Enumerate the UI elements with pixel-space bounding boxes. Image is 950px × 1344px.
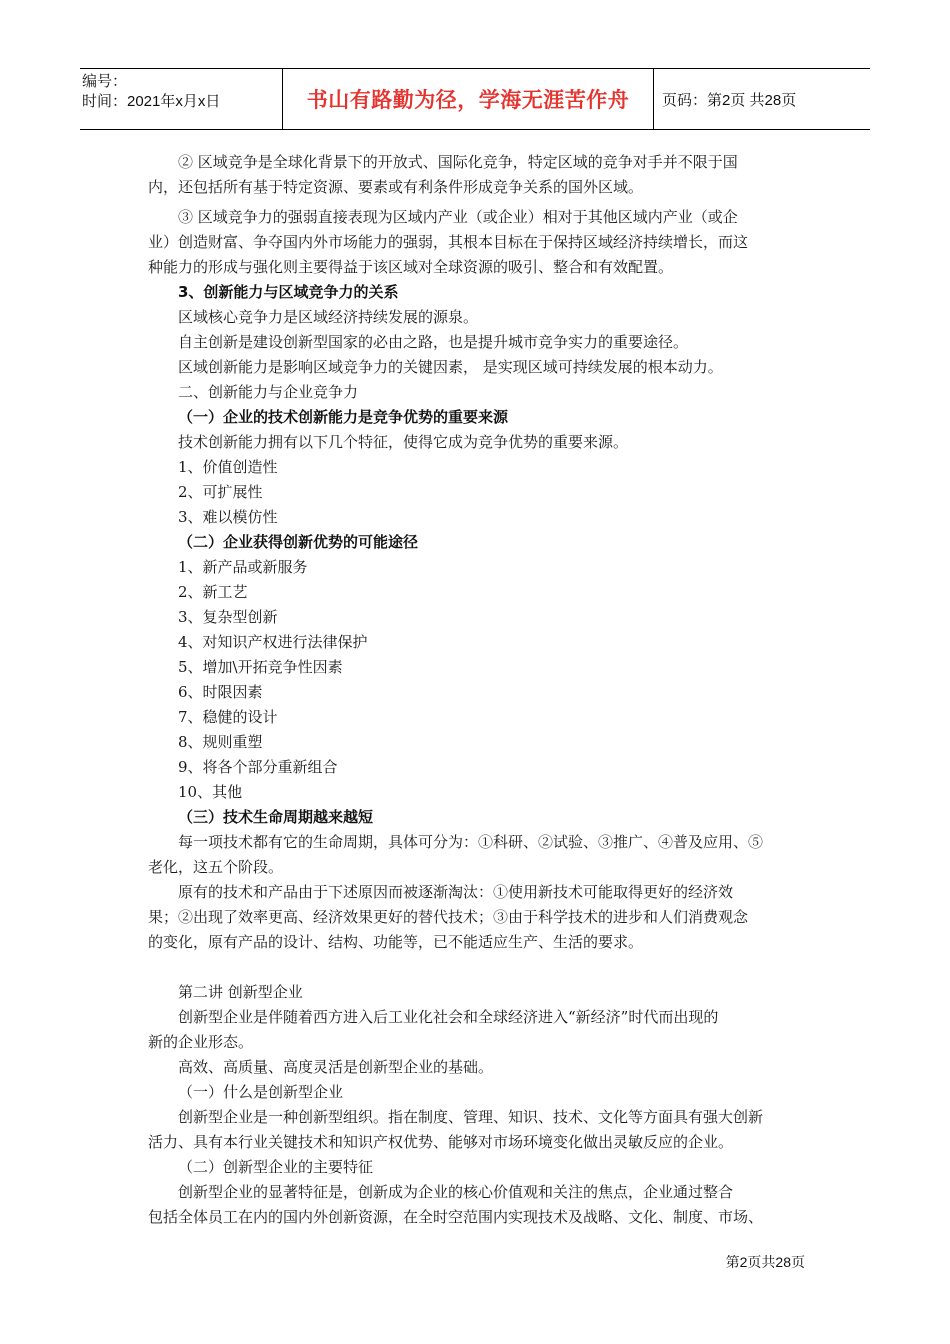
list-item: 8、规则重塑 <box>178 733 263 751</box>
paragraph-line: 老化，这五个阶段。 <box>148 858 284 876</box>
paragraph-line: 的变化，原有产品的设计、结构、功能等，已不能适应生产、生活的要求。 <box>148 933 644 951</box>
paragraph-line: ③ 区域竞争力的强弱直接表现为区域内产业（或企业）相对于其他区域内产业（或企 <box>178 208 738 226</box>
serial-number-label: 编号： <box>82 73 128 90</box>
paragraph-line: 每一项技术都有它的生命周期，具体可分为：①科研、②试验、③推广、④普及应用、⑤ <box>178 833 764 851</box>
list-item: 1、新产品或新服务 <box>178 558 308 576</box>
list-item: 10、其他 <box>178 783 243 801</box>
subsection-heading: （三）技术生命周期越来越短 <box>178 808 374 826</box>
paragraph-line: 创新型企业是一种创新型组织。指在制度、管理、知识、技术、文化等方面具有强大创新 <box>178 1108 764 1126</box>
paragraph-line: 技术创新能力拥有以下几个特征，使得它成为竞争优势的重要来源。 <box>178 433 629 451</box>
list-item: 4、对知识产权进行法律保护 <box>178 633 368 651</box>
paragraph-line: 果；②出现了效率更高、经济效果更好的替代技术；③由于科学技术的进步和人们消费观念 <box>148 908 749 926</box>
paragraph-line: 活力、具有本行业关键技术和知识产权优势、能够对市场环境变化做出灵敏反应的企业。 <box>148 1133 734 1151</box>
header-page-code: 页码：第2页 共28页 <box>662 91 797 109</box>
paragraph-line: 新的企业形态。 <box>148 1033 254 1051</box>
lecture-heading: 第二讲 创新型企业 <box>178 983 303 1001</box>
paragraph-line: 内，还包括所有基于特定资源、要素或有利条件形成竞争关系的国外区域。 <box>148 178 644 196</box>
list-item: 3、复杂型创新 <box>178 608 278 626</box>
paragraph-line: 业）创造财富、争夺国内外市场能力的强弱，其根本目标在于保持区域经济持续增长，而这 <box>148 233 749 251</box>
subsection-heading: （一）什么是创新型企业 <box>178 1083 344 1101</box>
list-item: 6、时限因素 <box>178 683 263 701</box>
paragraph-line: 高效、高质量、高度灵活是创新型企业的基础。 <box>178 1058 494 1076</box>
paragraph-line: ② 区域竞争是全球化背景下的开放式、国际化竞争，特定区域的竞争对手并不限于国 <box>178 153 738 171</box>
page-footer-number: 第2页共28页 <box>725 1254 805 1270</box>
section-heading: 3、创新能力与区域竞争力的关系 <box>178 283 399 301</box>
list-item: 2、新工艺 <box>178 583 248 601</box>
subsection-heading: （一）企业的技术创新能力是竞争优势的重要来源 <box>178 408 509 426</box>
subsection-heading: （二）企业获得创新优势的可能途径 <box>178 533 419 551</box>
paragraph-line: 原有的技术和产品由于下述原因而被逐渐淘汰：①使用新技术可能取得更好的经济效 <box>178 883 734 901</box>
paragraph-line: 自主创新是建设创新型国家的必由之路，也是提升城市竞争实力的重要途径。 <box>178 333 689 351</box>
section-heading: 二、创新能力与企业竞争力 <box>178 383 359 401</box>
list-item: 3、难以模仿性 <box>178 508 278 526</box>
subsection-heading: （二）创新型企业的主要特征 <box>178 1158 374 1176</box>
paragraph-line: 创新型企业的显著特征是，创新成为企业的核心价值观和关注的焦点，企业通过整合 <box>178 1183 734 1201</box>
paragraph-line: 区域核心竞争力是区域经济持续发展的源泉。 <box>178 308 479 326</box>
header-motto: 书山有路勤为径，学海无涯苦作舟 <box>283 69 654 129</box>
list-item: 1、价值创造性 <box>178 458 278 476</box>
list-item: 9、将各个部分重新组合 <box>178 758 338 776</box>
header-meta-cell <box>80 69 283 129</box>
list-item: 2、可扩展性 <box>178 483 263 501</box>
list-item: 7、稳健的设计 <box>178 708 278 726</box>
paragraph-line: 创新型企业是伴随着西方进入后工业化社会和全球经济进入“新经济”时代而出现的 <box>178 1008 719 1026</box>
paragraph-line: 包括全体员工在内的国内外创新资源，在全时空范围内实现技术及战略、文化、制度、市场、 <box>148 1208 764 1226</box>
paragraph-line: 种能力的形成与强化则主要得益于该区域对全球资源的吸引、整合和有效配置。 <box>148 258 674 276</box>
date-label: 时间：2021年x月x日 <box>82 93 221 110</box>
paragraph-line: 区域创新能力是影响区域竞争力的关键因素， 是实现区域可持续发展的根本动力。 <box>178 358 723 376</box>
page-header <box>80 68 870 130</box>
list-item: 5、增加\开拓竞争性因素 <box>178 658 343 676</box>
